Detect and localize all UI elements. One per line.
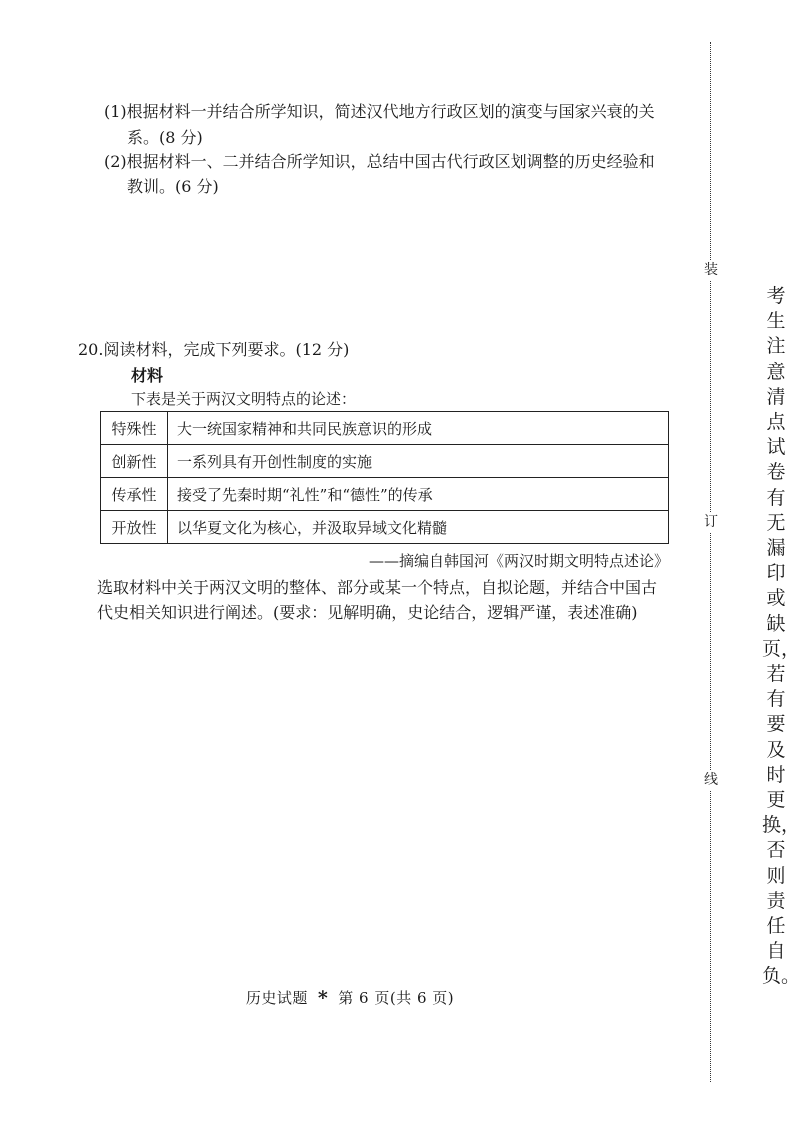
footer-page-number: 第 6 页(共 6 页) bbox=[338, 989, 455, 1007]
feature-key: 特殊性 bbox=[101, 412, 168, 445]
table-intro: 下表是关于两汉文明特点的论述： bbox=[131, 390, 357, 408]
feature-description: 以华夏文化为核心，并汲取异域文化精髓 bbox=[168, 511, 669, 544]
table-row bbox=[101, 445, 669, 478]
question-20-task-line-1: 选取材料中关于两汉文明的整体、部分或某一个特点，自拟论题，并结合中国古 bbox=[97, 578, 658, 597]
table-row bbox=[101, 478, 669, 511]
feature-description: 大一统国家精神和共同民族意识的形成 bbox=[168, 412, 669, 445]
civilization-features-table bbox=[100, 411, 669, 544]
feature-description: 接受了先秦时期“礼性”和“德性”的传承 bbox=[168, 478, 669, 511]
question-20-heading: 20.阅读材料，完成下列要求。(12 分) bbox=[78, 340, 350, 359]
table-row bbox=[101, 511, 669, 544]
feature-key: 开放性 bbox=[101, 511, 168, 544]
footer-star-icon: * bbox=[317, 987, 329, 1009]
feature-key: 创新性 bbox=[101, 445, 168, 478]
question-19-part-2-line-1: (2)根据材料一、二并结合所学知识，总结中国古代行政区划调整的历史经验和 bbox=[104, 152, 655, 171]
feature-description: 一系列具有开创性制度的实施 bbox=[168, 445, 669, 478]
question-19-part-1-line-1: (1)根据材料一并结合所学知识，简述汉代地方行政区划的演变与国家兴衰的关 bbox=[104, 102, 655, 121]
binding-mark-xian: 线 bbox=[701, 770, 721, 790]
footer-subject: 历史试题 bbox=[245, 989, 308, 1007]
binding-mark-ding: 订 bbox=[701, 512, 721, 532]
question-19-part-2-line-2: 教训。(6 分) bbox=[127, 177, 219, 196]
feature-key: 传承性 bbox=[101, 478, 168, 511]
question-20-task-line-2: 代史相关知识进行阐述。(要求：见解明确，史论结合，逻辑严谨，表述准确) bbox=[97, 603, 638, 622]
material-source: ——摘编自韩国河《两汉时期文明特点述论》 bbox=[368, 552, 669, 570]
question-19-part-1-line-2: 系。(8 分) bbox=[127, 128, 203, 147]
table-row bbox=[101, 412, 669, 445]
binding-dotted-line bbox=[710, 42, 711, 1082]
material-label: 材料 bbox=[131, 366, 164, 385]
candidate-notice: 考生注意清点试卷有无漏印或缺页，若有要及时更换，否则责任自负。 bbox=[762, 285, 800, 988]
binding-mark-zhuang: 装 bbox=[701, 260, 721, 280]
page-footer bbox=[0, 987, 700, 1009]
